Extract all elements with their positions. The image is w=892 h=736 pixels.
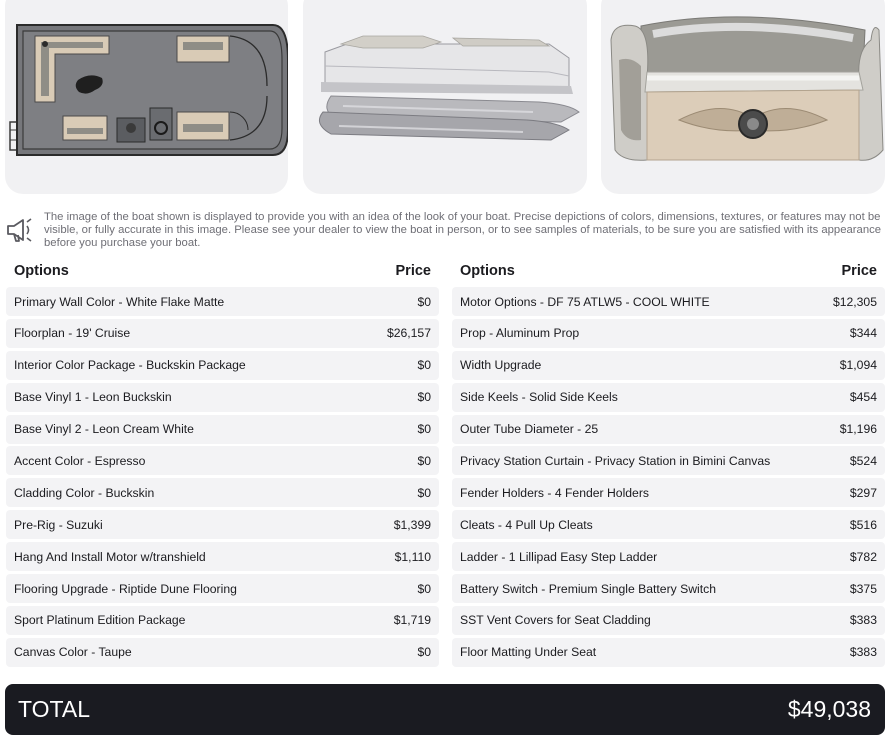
option-name: Hang And Install Motor w/transhield: [14, 549, 206, 564]
table-header: [6, 258, 439, 284]
option-name: Interior Color Package - Buckskin Package: [14, 358, 246, 373]
option-name: Base Vinyl 1 - Leon Buckskin: [14, 390, 172, 405]
table-row: [6, 638, 439, 667]
option-price: $782: [849, 549, 877, 564]
option-price: $344: [849, 326, 877, 341]
options-header: Options: [14, 263, 69, 279]
option-price: $1,719: [393, 613, 431, 628]
table-row: [452, 638, 885, 667]
floorplan-image: [5, 0, 288, 194]
disclaimer-text: The image of the boat shown is displayed to provide you with an idea of the look of your boat. Precise depictions of colors, dimensions, textures, or features may not be visible, or fully accurate in this image. Please see your dealer to view the boat in person, or to see samples of materials, to be sure you are satisfied with its appearance before you purchase your boat.: [44, 211, 882, 249]
total-value: $49,038: [787, 696, 871, 722]
table-header: [452, 258, 885, 284]
option-name: Privacy Station Curtain - Privacy Station in Bimini Canvas: [460, 453, 771, 468]
table-row: [6, 606, 439, 635]
table-row: [6, 510, 439, 539]
table-row: [452, 319, 885, 348]
table-row: [452, 446, 885, 475]
megaphone-icon: [5, 216, 35, 244]
option-name: Floor Matting Under Seat: [460, 645, 597, 660]
option-price: $12,305: [832, 294, 877, 309]
option-name: Width Upgrade: [460, 358, 542, 373]
option-price: $0: [417, 422, 431, 437]
option-name: Side Keels - Solid Side Keels: [460, 390, 618, 405]
option-price: $0: [417, 390, 431, 405]
table-row: [452, 478, 885, 507]
table-row: [452, 415, 885, 444]
option-price: $0: [417, 581, 431, 596]
table-row: [6, 351, 439, 380]
options-header: Options: [460, 263, 515, 279]
option-price: $0: [417, 485, 431, 500]
option-name: Cladding Color - Buckskin: [14, 485, 155, 500]
option-name: Canvas Color - Taupe: [14, 645, 132, 660]
seat-card[interactable]: [601, 0, 885, 194]
option-name: Floorplan - 19' Cruise: [14, 326, 131, 341]
table-row: [452, 542, 885, 571]
option-name: Base Vinyl 2 - Leon Cream White: [14, 422, 194, 437]
table-row: [452, 606, 885, 635]
table-row: [6, 446, 439, 475]
option-price: $454: [849, 390, 877, 405]
option-price: $297: [849, 485, 877, 500]
option-name: Cleats - 4 Pull Up Cleats: [460, 517, 593, 532]
option-name: Flooring Upgrade - Riptide Dune Flooring: [14, 581, 237, 596]
floorplan-card[interactable]: [5, 0, 288, 194]
table-row: [6, 319, 439, 348]
image-gallery: [0, 0, 892, 200]
option-name: Fender Holders - 4 Fender Holders: [460, 485, 649, 500]
total-label: TOTAL: [18, 696, 90, 722]
option-price: $1,110: [394, 549, 431, 564]
table-row: [6, 542, 439, 571]
option-name: SST Vent Covers for Seat Cladding: [460, 613, 651, 628]
table-row: [6, 383, 439, 412]
option-name: Primary Wall Color - White Flake Matte: [14, 294, 225, 309]
option-price: $516: [849, 517, 877, 532]
table-row: [6, 574, 439, 603]
price-header: Price: [395, 263, 431, 279]
table-row: [452, 287, 885, 316]
option-price: $0: [417, 294, 431, 309]
option-price: $1,094: [839, 358, 877, 373]
option-name: Outer Tube Diameter - 25: [460, 422, 599, 437]
total-bar: [5, 684, 885, 735]
option-name: Accent Color - Espresso: [14, 453, 146, 468]
option-name: Sport Platinum Edition Package: [14, 613, 186, 628]
table-row: [452, 351, 885, 380]
table-row: [452, 574, 885, 603]
option-price: $26,157: [386, 326, 431, 341]
option-price: $0: [417, 645, 431, 660]
options-table-left: [6, 258, 439, 667]
disclaimer: [5, 211, 885, 253]
boat-side-card[interactable]: [303, 0, 587, 194]
price-header: Price: [841, 263, 877, 279]
seat-image: [601, 0, 885, 194]
option-name: Prop - Aluminum Prop: [460, 326, 580, 341]
option-name: Battery Switch - Premium Single Battery Switch: [460, 581, 717, 596]
table-row: [452, 510, 885, 539]
option-price: $375: [849, 581, 877, 596]
table-row: [6, 478, 439, 507]
options-table-right: [452, 258, 885, 667]
table-row: [6, 415, 439, 444]
option-price: $0: [417, 453, 431, 468]
option-price: $524: [849, 453, 877, 468]
option-name: Ladder - 1 Lillipad Easy Step Ladder: [460, 549, 658, 564]
table-row: [6, 287, 439, 316]
option-price: $383: [849, 613, 877, 628]
option-price: $1,399: [393, 517, 431, 532]
option-name: Pre-Rig - Suzuki: [14, 517, 103, 532]
boat-side-image: [303, 0, 587, 194]
table-row: [452, 383, 885, 412]
option-price: $0: [417, 358, 431, 373]
option-price: $383: [849, 645, 877, 660]
option-price: $1,196: [839, 422, 877, 437]
option-name: Motor Options - DF 75 ATLW5 - COOL WHITE: [460, 294, 710, 309]
